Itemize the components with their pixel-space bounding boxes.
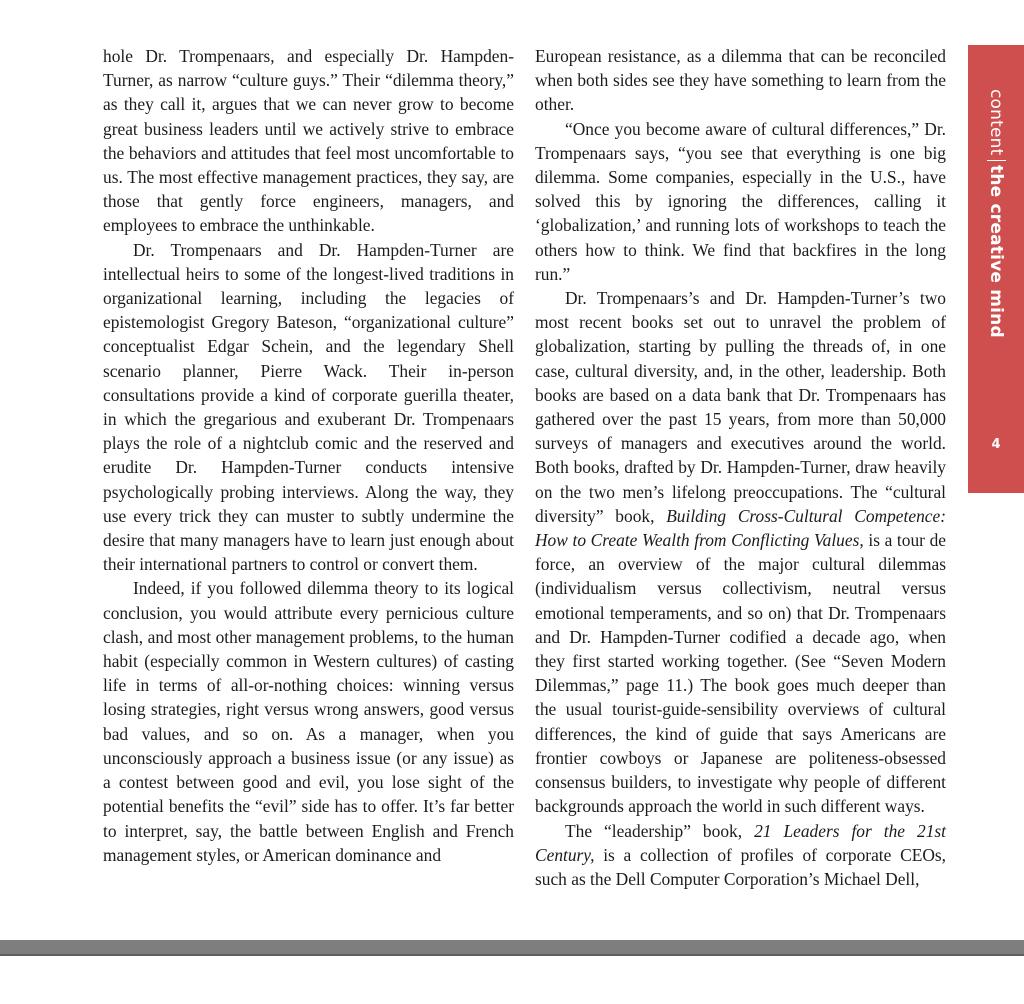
paragraph-text: Dr. Trompenaars’s and Dr. Hampden-Turner’s two most recent books set out to unravel the problem of globalization, starting by pulling the threads of, in one case, cultural diversity, and, in the other, leadership. Both books are based on a data bank that Dr. Trompenaars has gathered over the past 15 years, from more than 50,000 surveys of managers and executives around the world. Both books, drafted by Dr. Hampden-Turner, draw heavily on the two men’s lifelong preoccupations. The “cultural diversity” book,	[535, 288, 946, 526]
right-paragraph-2: “Once you become aware of cultural differences,” Dr. Trompenaars says, “you see that everything is one big dilemma. Some companies, especially in the U.S., have solved this by ignoring the differences, calling it ‘globalization,’ and running lots of workshops to teach the others how to think. We find that backfires in the long run.”	[535, 118, 946, 284]
section-divider	[987, 160, 1006, 162]
paragraph-text: is a collection of profiles of corporate CEOs, such as the Dell Computer Corporation’s Michael Dell,	[535, 844, 946, 889]
section-side-tab	[968, 45, 1024, 493]
left-paragraph-3: Indeed, if you followed dilemma theory to its logical conclusion, you would attribute every pernicious culture clash, and most other management problems, to the human habit (especially common in Western cultures) of casting life in terms of all-or-nothing choices: winning versus losing strategies, right versus wrong answers, good versus bad values, and so on. As a manager, when you unconsciously approach a business issue (or any issue) as a contest between good and evil, you lose sight of the potential benefits the “evil” side has to offer. It’s far better to interpret, say, the battle between English and French management styles, or American dominance and	[103, 578, 514, 865]
paragraph-text: The “leadership” book,	[565, 820, 743, 841]
paragraph-text: is a tour de force, an overview of the major cultural dilemmas (individualism versus collectivism, neutral versus emotional temperaments, and so on) that Dr. Trompenaars and Dr. Hampden-Turner codified a decade ago, when they first started working together. (See “Seven Modern Dilemmas,” page 11.) The book goes much deeper than the usual tourist-guide-sensibility overviews of cultural differences, the kind of guide that says Americans are frontier cowboys or Japanese are politeness-obsessed consensus builders, to investigate why people of different backgrounds approach the world in such different ways.	[535, 530, 946, 817]
page-number: 4	[991, 437, 1001, 452]
section-title	[986, 89, 1006, 338]
book-title-21-leaders: 21 Leaders for the 21st Century,	[535, 820, 946, 865]
left-column	[103, 44, 514, 867]
section-prefix: content	[986, 89, 1006, 156]
bottom-scroll-bar	[0, 940, 1024, 956]
right-paragraph-4	[535, 819, 946, 892]
right-paragraph-3	[535, 286, 946, 818]
right-paragraph-1: European resistance, as a dilemma that can be reconciled when both sides see they have something to learn from the other.	[535, 46, 946, 115]
left-paragraph-2: Dr. Trompenaars and Dr. Hampden-Turner are intellectual heirs to some of the longest-lived traditions in organizational learning, including the legacies of epistemologist Gregory Bateson, “organizational culture” conceptualist Edgar Schein, and the legendary Shell scenario planner, Pierre Wack. Their in-person consultations provide a kind of corporate guerilla theater, in which the gregarious and exuberant Dr. Trompenaars plays the role of a nightclub comic and the reserved and erudite Dr. Hampden-Turner conducts intensive psychologically probing interviews. Along the way, they use every trick they can muster to subtly undermine the desire that many managers have to learn just enough about their international partners to control or convert them.	[103, 239, 514, 575]
section-name: the creative mind	[986, 165, 1006, 338]
right-column	[535, 44, 946, 891]
book-title-cross-cultural: Building Cross-Cultural Competence: How to Create Wealth from Conflicting Values,	[535, 505, 946, 551]
left-paragraph-1: hole Dr. Trompenaars, and especially Dr. Hampden-Turner, as narrow “culture guys.” Their “dilemma theory,” as they call it, argues that we can never grow to become great business leaders until we actively strive to embrace the behaviors and attitudes that feel most uncomfortable to us. The most effective management practices, they say, are those that gently force engineers, managers, and employees to embrace the unthinkable.	[103, 46, 514, 236]
